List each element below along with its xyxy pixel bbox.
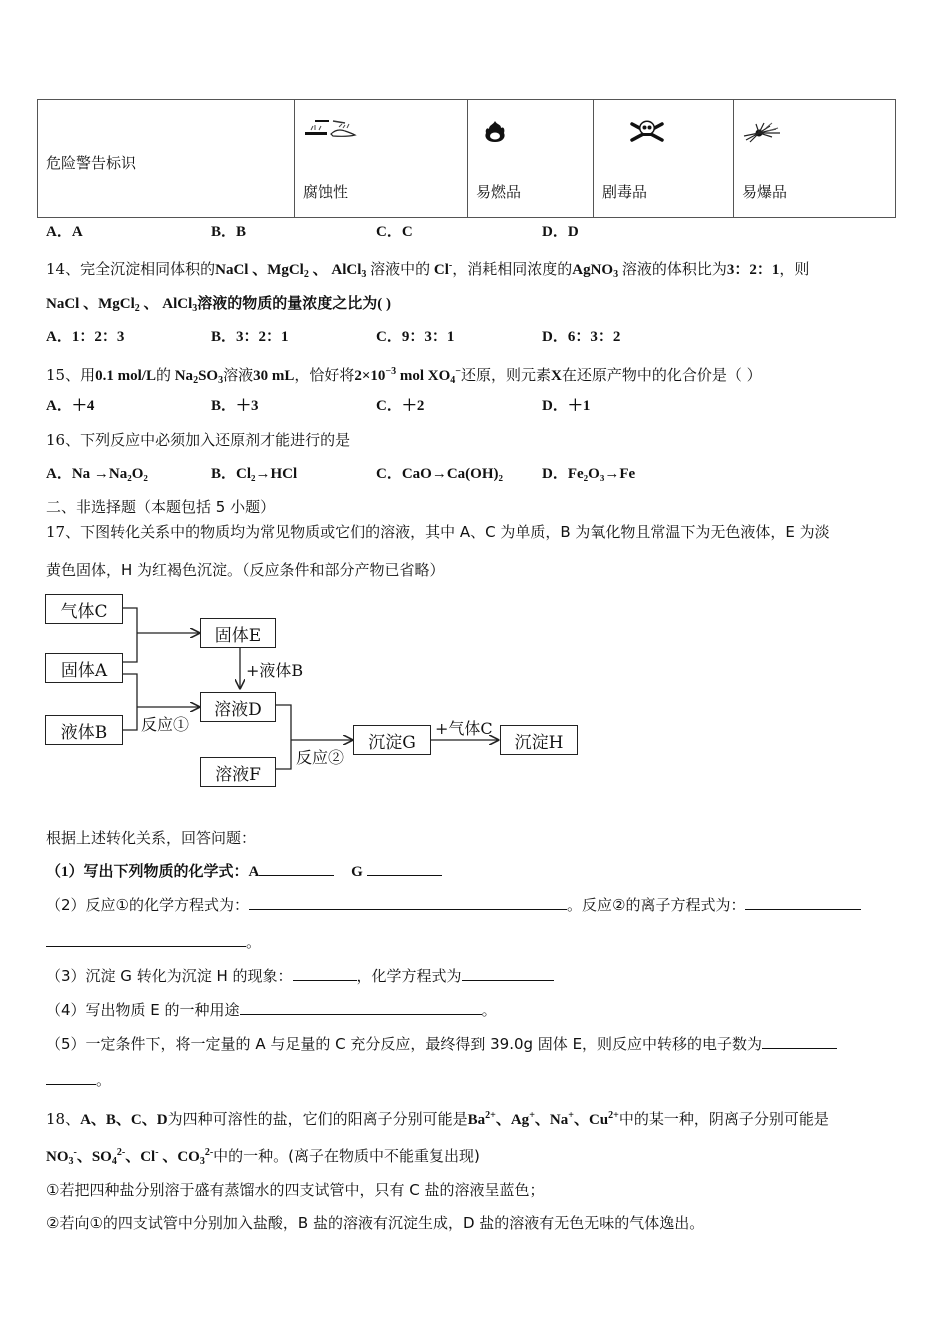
q13-option-b[interactable]: B．B <box>211 224 247 240</box>
q14-option-a[interactable]: A．1：2：3 <box>46 329 125 345</box>
box-solution-f <box>200 757 276 787</box>
box-gas-c-label: 气体C <box>60 601 108 622</box>
q14-text: 溶液中的 <box>370 260 431 278</box>
section2-title: 二、非选择题（本题包括 5 小题） <box>46 498 276 516</box>
q15-option-a[interactable]: A．＋4 <box>46 398 95 414</box>
q15-text: 溶液 <box>223 366 254 384</box>
answer-blank-reaction2-cont[interactable] <box>46 932 246 947</box>
q13-option-c[interactable]: C．C <box>376 224 413 240</box>
q17-sub3-text: （3）沉淀 G 转化为沉淀 H 的现象： <box>46 967 293 985</box>
q15-line1: 15、用0.1 mol/L的 $Na_2SO_3$溶液30 mL，恰好将$2\times 10^{-3}$ mol $XO_4^-$还原，则元素X在还原产物中的化合价是（ ） <box>46 366 762 386</box>
answer-blank-phenomenon[interactable] <box>293 966 357 981</box>
q15-option-d[interactable]: D．＋1 <box>542 398 591 414</box>
period: 。 <box>246 933 262 951</box>
answer-blank-reaction1[interactable] <box>249 895 567 910</box>
q18-text: 中的某一种，阴离子分别可能是 <box>618 1110 829 1128</box>
period: 。 <box>96 1071 112 1089</box>
q15-option-b[interactable]: B．＋3 <box>211 398 259 414</box>
box-precip-h <box>500 725 578 755</box>
q15-text: 用 <box>80 366 96 384</box>
q17-sub2-text: （2）反应①的化学方程式为： <box>46 896 249 914</box>
answer-blank-g[interactable] <box>367 861 442 876</box>
q18-text: 为四种可溶性的盐，它们的阳离子分别可能是 <box>167 1110 468 1128</box>
q14-line2: NaCl 、MgCl$_2$ 、 AlCl$_3$溶液的物质的量浓度之比为( ) <box>46 296 392 314</box>
box-solution-f-label: 溶液F <box>215 764 261 785</box>
box-solid-a-label: 固体A <box>60 660 108 681</box>
q16-option-a[interactable]: A．Na →Na₂O₂ <box>46 466 148 482</box>
q18-text: 中的一种。(离子在物质中不能重复出现) <box>213 1147 480 1165</box>
q15-exponent: −3 <box>385 366 397 377</box>
q15-amount: 2×10 <box>354 368 386 384</box>
q17-sub3-text: ，化学方程式为 <box>356 967 462 985</box>
q15-text: 在还原产物中的化合价是（ ） <box>561 366 762 384</box>
hazard-row-label: 危险警告标识 <box>46 154 137 172</box>
q17-sub2-text: 。反应②的离子方程式为： <box>567 896 746 914</box>
box-liquid-b-label: 液体B <box>60 722 108 743</box>
q16-text: 下列反应中必须加入还原剂才能进行的是 <box>80 431 351 449</box>
box-precip-g <box>353 725 431 755</box>
q18-salts: A、B、C、D <box>80 1112 168 1128</box>
q14-ratio: 3：2：1 <box>726 262 780 278</box>
q17-number: 17、 <box>46 523 81 541</box>
box-solid-e-label: 固体E <box>214 625 262 646</box>
box-solid-a <box>45 653 123 683</box>
answer-blank-use[interactable] <box>240 1000 482 1015</box>
q18-line2: $NO_3^-$、$SO_4^{2-}$、Cl- 、$CO_3^{2-}$中的一种。(离子在物质中不能重复出现) <box>46 1147 480 1167</box>
period: 。 <box>481 1001 497 1019</box>
q14-number: 14、 <box>46 260 81 278</box>
q18-line1: 18、A、B、C、D为四种可溶性的盐，它们的阳离子分别可能是$Ba^{2+}$、Ag+、Na+、$Cu^{2+}$中的某一种，阴离子分别可能是 <box>46 1110 829 1128</box>
q16-option-d[interactable]: D．Fe₂O₃→Fe <box>542 466 636 482</box>
label-plus-liquid-b: +液体B <box>246 661 304 680</box>
q13-option-d[interactable]: D．D <box>542 224 579 240</box>
q17-text: 下图转化关系中的物质均为常见物质或它们的溶液，其中 A、C 为单质，B 为氧化物且常温下为无色液体，E 为淡 <box>80 523 830 541</box>
label-plus-gas-c: +气体C <box>435 719 493 738</box>
box-precip-g-label: 沉淀G <box>368 732 416 753</box>
q17-sub1-g: G <box>351 864 367 880</box>
answer-blank-equation[interactable] <box>462 966 554 981</box>
q17-sub1-text: （1）写出下列物质的化学式：A <box>46 864 260 880</box>
q17-sub4-text: （4）写出物质 E 的一种用途 <box>46 1001 240 1019</box>
q17-sub5-cont <box>46 1070 111 1090</box>
q17-sub5 <box>46 1034 837 1054</box>
q15-text: 的 <box>155 366 171 384</box>
q17-sub2 <box>46 895 861 915</box>
box-precip-h-label: 沉淀H <box>514 732 564 753</box>
q15-element: X <box>551 368 562 384</box>
answer-blank-electrons-cont[interactable] <box>46 1070 96 1085</box>
q15-concentration: 0.1 mol/L <box>95 368 156 384</box>
q16-option-c[interactable]: C．CaO→Ca(OH)₂ <box>376 466 503 482</box>
q15-number: 15、 <box>46 366 81 384</box>
q13-option-a[interactable]: A．A <box>46 224 83 240</box>
q14-option-c[interactable]: C．9：3：1 <box>376 329 455 345</box>
q14-option-d[interactable]: D．6：3：2 <box>542 329 621 345</box>
q14-text: ，消耗相同浓度的 <box>452 260 573 278</box>
q15-text: ，恰好将 <box>294 366 355 384</box>
q18-condition1: ①若把四种盐分别溶于盛有蒸馏水的四支试管中，只有 C 盐的溶液呈蓝色； <box>46 1181 545 1199</box>
answer-blank-reaction2[interactable] <box>745 895 861 910</box>
q17-sub4 <box>46 1000 497 1020</box>
q15-ion: mol XO <box>396 368 451 384</box>
label-reaction2: 反应② <box>296 748 345 767</box>
box-solution-d <box>200 692 276 722</box>
q14-text: ，则 <box>779 260 810 278</box>
answer-blank-a[interactable] <box>259 861 334 876</box>
box-gas-c <box>45 594 123 624</box>
box-liquid-b <box>45 715 123 745</box>
q17-sub3 <box>46 966 554 986</box>
q14-text: 完全沉淀相同体积的 <box>80 260 216 278</box>
q15-text: 还原，则元素 <box>461 366 552 384</box>
hazard-label-corrosive: 腐蚀性 <box>303 183 349 201</box>
q18-number: 18、 <box>46 1110 81 1128</box>
box-solution-d-label: 溶液D <box>214 699 262 720</box>
hazard-label-explosive: 易爆品 <box>742 183 788 201</box>
q16-number: 16、 <box>46 431 81 449</box>
q14-text: 溶液的体积比为 <box>621 260 727 278</box>
label-reaction1: 反应① <box>141 715 190 734</box>
q14-option-b[interactable]: B．3：2：1 <box>211 329 289 345</box>
q17-prompt: 根据上述转化关系，回答问题： <box>46 829 257 847</box>
q15-volume: 30 mL <box>253 368 295 384</box>
q16-option-b[interactable]: B．Cl₂→HCl <box>211 466 298 482</box>
answer-blank-electrons[interactable] <box>762 1034 837 1049</box>
q14-line1: 14、完全沉淀相同体积的NaCl 、MgCl$_2$ 、 AlCl$_3$ 溶液中的 Cl-，消耗相同浓度的AgNO$_3$ 溶液的体积比为3：2：1，则 <box>46 260 810 280</box>
q14-text: 溶液的物质的量浓度之比为( ) <box>197 296 392 312</box>
box-solid-e <box>200 618 276 648</box>
q15-option-c[interactable]: C．＋2 <box>376 398 425 414</box>
q18-condition2: ②若向①的四支试管中分别加入盐酸，B 盐的溶液有沉淀生成，D 盐的溶液有无色无味的气体逸出。 <box>46 1214 705 1232</box>
q17-sub2-cont <box>46 932 261 952</box>
hazard-label-toxic: 剧毒品 <box>602 183 648 201</box>
q17-sub5-text: （5）一定条件下，将一定量的 A 与足量的 C 充分反应，最终得到 39.0g 固体 E，则反应中转移的电子数为 <box>46 1035 763 1053</box>
q17-line2: 黄色固体，H 为红褐色沉淀。（反应条件和部分产物已省略） <box>46 561 445 579</box>
q17-sub1 <box>46 861 442 882</box>
hazard-label-flammable: 易燃品 <box>476 183 522 201</box>
